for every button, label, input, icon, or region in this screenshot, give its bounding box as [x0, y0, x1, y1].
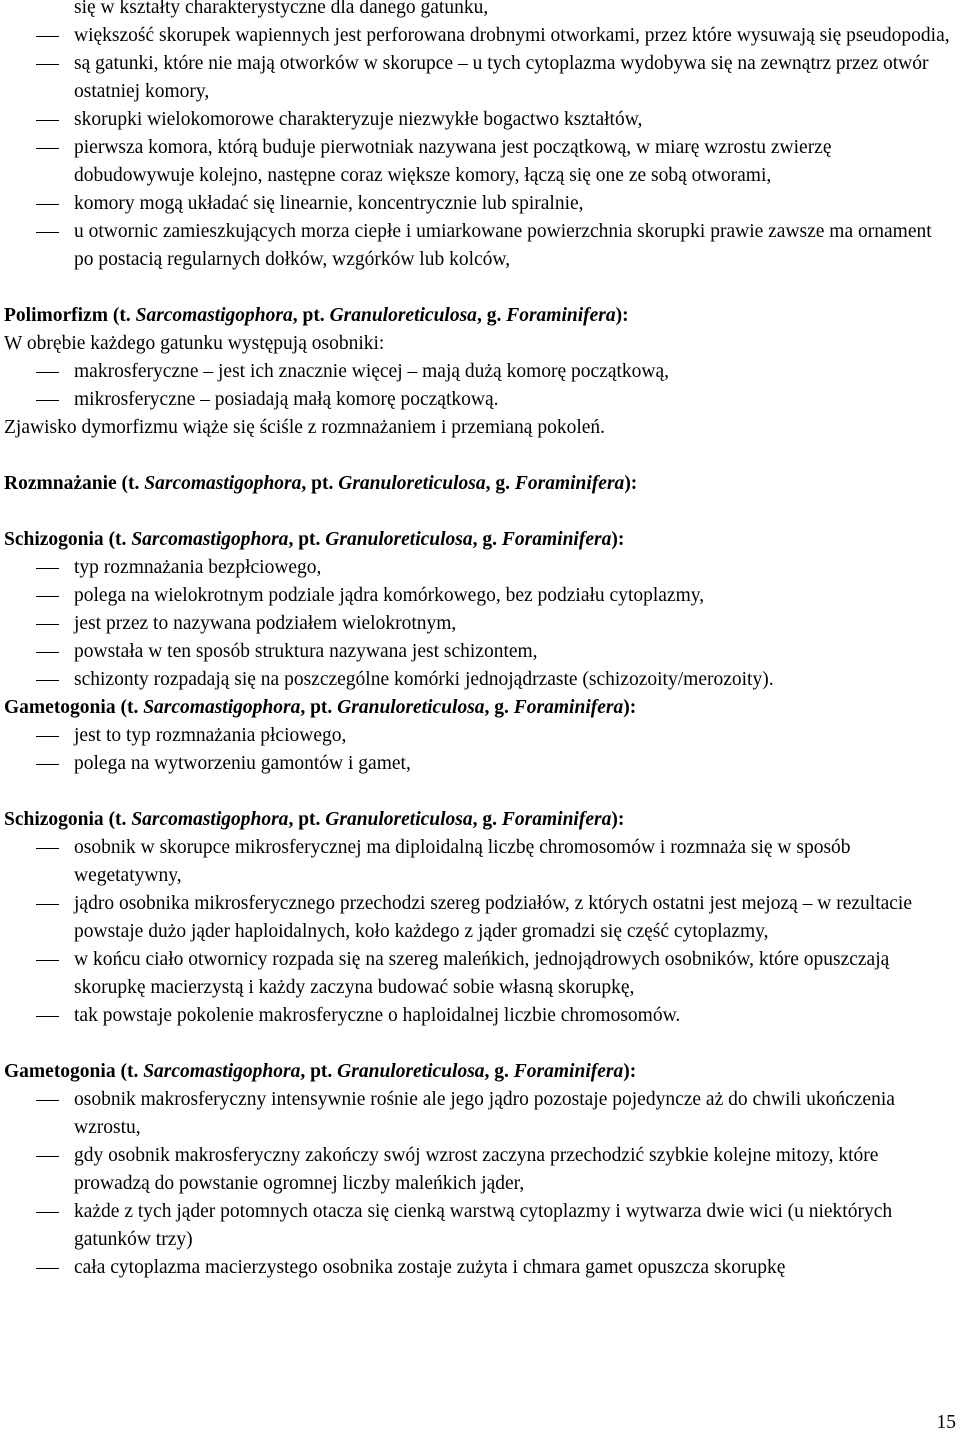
dash-bullet — [36, 596, 59, 597]
section-heading-polimorfizm: Polimorfizm (t. Sarcomastigophora, pt. Granuloreticulosa, g. Foraminifera): — [4, 305, 629, 326]
dash-bullet — [36, 848, 59, 849]
list-item: tak powstaje pokolenie makrosferyczne o haploidalnej liczbie chromosomów. — [0, 1002, 960, 1030]
dash-bullet — [36, 204, 59, 205]
dash-bullet — [36, 652, 59, 653]
list-item: pierwsza komora, którą buduje pierwotniak nazywana jest początkową, w miarę wzrostu zwierzę dobudowywuje kolejno, następne coraz większe komory, łączą się one ze sobą otworami, — [0, 134, 960, 190]
list-item: mikrosferyczne – posiadają małą komorę początkową. — [0, 386, 960, 414]
shell-features-list — [0, 22, 960, 274]
list-item: schizonty rozpadają się na poszczególne komórki jednojądrzaste (schizozoity/merozoity). — [0, 666, 960, 694]
list-item: polega na wielokrotnym podziale jądra komórkowego, bez podziału cytoplazmy, — [0, 582, 960, 610]
section-heading-gametogonia-2: Gametogonia (t. Sarcomastigophora, pt. Granuloreticulosa, g. Foraminifera): — [4, 1061, 637, 1082]
list-item: powstała w ten sposób struktura nazywana jest schizontem, — [0, 638, 960, 666]
dash-bullet — [36, 400, 59, 401]
paragraph: W obrębie każdego gatunku występują osobniki: — [4, 333, 385, 354]
dash-bullet — [36, 1100, 59, 1101]
list-item: typ rozmnażania bezpłciowego, — [0, 554, 960, 582]
list-item: osobnik makrosferyczny intensywnie rośnie ale jego jądro pozostaje pojedyncze aż do chwili ukończenia wzrostu, — [0, 1086, 960, 1142]
dash-bullet — [36, 232, 59, 233]
dash-bullet — [36, 568, 59, 569]
section-heading-rozmnazanie: Rozmnażanie (t. Sarcomastigophora, pt. Granuloreticulosa, g. Foraminifera): — [4, 473, 638, 494]
list-item: każde z tych jąder potomnych otacza się cienką warstwą cytoplazmy i wytwarza dwie wici (u niektórych gatunków trzy) — [0, 1198, 960, 1254]
section-heading-schizogonia-2: Schizogonia (t. Sarcomastigophora, pt. Granuloreticulosa, g. Foraminifera): — [4, 809, 625, 830]
dash-bullet — [36, 36, 59, 37]
section-heading-gametogonia: Gametogonia (t. Sarcomastigophora, pt. Granuloreticulosa, g. Foraminifera): — [4, 697, 637, 718]
list-item: komory mogą układać się linearnie, koncentrycznie lub spiralnie, — [0, 190, 960, 218]
dash-bullet — [36, 1016, 59, 1017]
list-item: gdy osobnik makrosferyczny zakończy swój wzrost zaczyna przechodzić szybkie kolejne mitozy, które prowadzą do powstanie ogromnej liczby maleńkich jąder, — [0, 1142, 960, 1198]
dash-bullet — [36, 764, 59, 765]
dash-bullet — [36, 120, 59, 121]
list-item: w końcu ciało otwornicy rozpada się na szereg maleńkich, jednojądrowych osobników, które opuszczają skorupkę macierzystą i każdy zaczyna budować sobie własną skorupkę, — [0, 946, 960, 1002]
dash-bullet — [36, 1156, 59, 1157]
dash-bullet — [36, 904, 59, 905]
dash-bullet — [36, 960, 59, 961]
list-item: polega na wytworzeniu gamontów i gamet, — [0, 750, 960, 778]
page-number: 15 — [936, 1412, 956, 1433]
paragraph: Zjawisko dymorfizmu wiąże się ściśle z rozmnażaniem i przemianą pokoleń. — [4, 417, 606, 438]
list-item: makrosferyczne – jest ich znacznie więcej – mają dużą komorę początkową, — [0, 358, 960, 386]
list-item: u otwornic zamieszkujących morza ciepłe i umiarkowane powierzchnia skorupki prawie zawsze ma ornament po postacią regularnych dołków, wzgórków lub kolców, — [0, 218, 960, 274]
list-item: skorupki wielokomorowe charakteryzuje niezwykłe bogactwo kształtów, — [0, 106, 960, 134]
gametogonia-detail-list — [0, 1086, 960, 1282]
dash-bullet — [36, 1212, 59, 1213]
list-item: są gatunki, które nie mają otworków w skorupce – u tych cytoplazma wydobywa się na zewnątrz przez otwór ostatniej komory, — [0, 50, 960, 106]
list-item: jest przez to nazywana podziałem wielokrotnym, — [0, 610, 960, 638]
schizogonia-detail-list — [0, 834, 960, 1030]
dash-bullet — [36, 148, 59, 149]
list-item: cała cytoplazma macierzystego osobnika zostaje zużyta i chmara gamet opuszcza skorupkę — [0, 1254, 960, 1282]
gametogonia-list — [0, 722, 960, 778]
polimorfizm-list — [0, 358, 960, 414]
list-item: jądro osobnika mikrosferycznego przechodzi szereg podziałów, z których ostatni jest mejozą – w rezultacie powstaje dużo jąder haploidalnych, koło każdego z jąder gromadzi się część cytoplazmy, — [0, 890, 960, 946]
dash-bullet — [36, 624, 59, 625]
dash-bullet — [36, 64, 59, 65]
dash-bullet — [36, 372, 59, 373]
list-item: większość skorupek wapiennych jest perforowana drobnymi otworkami, przez które wysuwają się pseudopodia, — [0, 22, 960, 50]
dash-bullet — [36, 736, 59, 737]
dash-bullet — [36, 1268, 59, 1269]
schizogonia-list — [0, 554, 960, 694]
dash-bullet — [36, 680, 59, 681]
continued-text: się w kształty charakterystyczne dla danego gatunku, — [74, 0, 489, 18]
list-item: osobnik w skorupce mikrosferycznej ma diploidalną liczbę chromosomów i rozmnaża się w sposób wegetatywny, — [0, 834, 960, 890]
section-heading-schizogonia: Schizogonia (t. Sarcomastigophora, pt. Granuloreticulosa, g. Foraminifera): — [4, 529, 625, 550]
list-item: jest to typ rozmnażania płciowego, — [0, 722, 960, 750]
